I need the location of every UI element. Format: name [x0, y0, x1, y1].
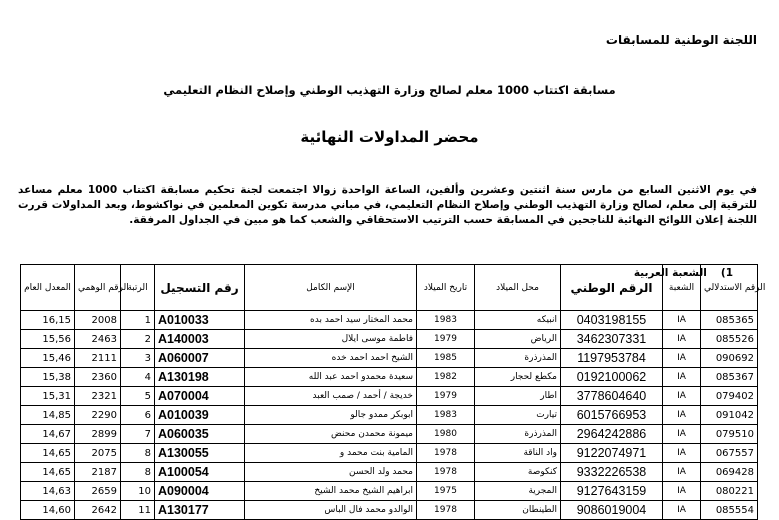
cell-matricule: 085554 [701, 501, 758, 520]
header-full-name: الإسم الكامل [245, 265, 417, 311]
cell-dob: 1975 [417, 482, 475, 501]
cell-dob: 1979 [417, 387, 475, 406]
cell-avg: 14,65 [21, 444, 75, 463]
cell-dob: 1985 [417, 349, 475, 368]
cell-reg: A130198 [155, 368, 245, 387]
cell-reg: A100054 [155, 463, 245, 482]
table-row [21, 330, 758, 349]
cell-virtual: 2321 [75, 387, 121, 406]
cell-pob: المجرية [475, 482, 561, 501]
committee-name: اللجنة الوطنية للمسابقات [605, 33, 757, 47]
cell-matricule: 079510 [701, 425, 758, 444]
cell-pob: كنكوصة [475, 463, 561, 482]
cell-virtual: 2187 [75, 463, 121, 482]
cell-rank: 3 [121, 349, 155, 368]
cell-dob: 1983 [417, 311, 475, 330]
cell-name: الوالدو محمد فال الباس [245, 501, 417, 520]
cell-rank: 8 [121, 463, 155, 482]
table-row [21, 482, 758, 501]
cell-avg: 14,63 [21, 482, 75, 501]
cell-dob: 1979 [417, 330, 475, 349]
document-title: محضر المداولات النهائية [300, 128, 479, 146]
cell-reg: A010033 [155, 311, 245, 330]
cell-pob: المذرذرة [475, 425, 561, 444]
cell-nni: 6015766953 [561, 406, 663, 425]
cell-rank: 10 [121, 482, 155, 501]
cell-nni: 0192100062 [561, 368, 663, 387]
cell-nni: 9086019004 [561, 501, 663, 520]
table-row [21, 387, 758, 406]
cell-avg: 14,65 [21, 463, 75, 482]
header-avg: المعدل العام [21, 265, 75, 311]
results-table [20, 264, 766, 520]
cell-rank: 6 [121, 406, 155, 425]
cell-virtual: 2008 [75, 311, 121, 330]
cell-virtual: 2659 [75, 482, 121, 501]
cell-avg: 15,56 [21, 330, 75, 349]
table-row [21, 406, 758, 425]
cell-reg: A130055 [155, 444, 245, 463]
cell-name: ابوبكر ممدو جالو [245, 406, 417, 425]
cell-name: خديجة / أحمد / صمب العبد [245, 387, 417, 406]
cell-reg: A090004 [155, 482, 245, 501]
cell-matricule: 079402 [701, 387, 758, 406]
cell-name: محمد المختار سيد احمد بده [245, 311, 417, 330]
cell-dob: 1982 [417, 368, 475, 387]
cell-rank: 5 [121, 387, 155, 406]
cell-pob: واد الناقة [475, 444, 561, 463]
cell-matricule: 091042 [701, 406, 758, 425]
cell-rank: 1 [121, 311, 155, 330]
cell-virtual: 2463 [75, 330, 121, 349]
cell-virtual: 2290 [75, 406, 121, 425]
competition-subtitle: مسابقة اكتتاب 1000 معلم لصالح وزارة التهذيب الوطني وإصلاح النظام التعليمي [163, 83, 616, 97]
cell-name: سعيدة محمدو احمد عبد الله [245, 368, 417, 387]
cell-reg: A010039 [155, 406, 245, 425]
cell-avg: 15,38 [21, 368, 75, 387]
table-row [21, 311, 758, 330]
cell-dob: 1978 [417, 501, 475, 520]
cell-dob: 1980 [417, 425, 475, 444]
cell-nni: 9127643159 [561, 482, 663, 501]
cell-pob: الطينطان [475, 501, 561, 520]
cell-pob: مكطع لحجار [475, 368, 561, 387]
cell-virtual: 2360 [75, 368, 121, 387]
cell-avg: 14,67 [21, 425, 75, 444]
cell-dob: 1983 [417, 406, 475, 425]
cell-avg: 15,46 [21, 349, 75, 368]
cell-avg: 14,60 [21, 501, 75, 520]
cell-nni: 3462307331 [561, 330, 663, 349]
cell-branch: IA [663, 406, 701, 425]
section-heading [634, 267, 733, 279]
cell-matricule: 067557 [701, 444, 758, 463]
cell-pob: الرياض [475, 330, 561, 349]
cell-pob: المذرذرة [475, 349, 561, 368]
cell-rank: 8 [121, 444, 155, 463]
cell-name: المامية بنت محمد و [245, 444, 417, 463]
cell-branch: IA [663, 349, 701, 368]
cell-avg: 15,31 [21, 387, 75, 406]
cell-reg: A140003 [155, 330, 245, 349]
table-row [21, 368, 758, 387]
table-row [21, 463, 758, 482]
cell-matricule: 090692 [701, 349, 758, 368]
cell-nni: 0403198155 [561, 311, 663, 330]
cell-matricule: 080221 [701, 482, 758, 501]
table-row [21, 444, 758, 463]
cell-name: الشيخ احمد احمد خده [245, 349, 417, 368]
cell-virtual: 2642 [75, 501, 121, 520]
cell-nni: 3778604640 [561, 387, 663, 406]
header-virtual-number: الرقم الوهمي [75, 265, 121, 311]
cell-virtual: 2899 [75, 425, 121, 444]
cell-branch: IA [663, 387, 701, 406]
cell-pob: تيارت [475, 406, 561, 425]
cell-reg: A070004 [155, 387, 245, 406]
cell-nni: 1197953784 [561, 349, 663, 368]
cell-name: فاطمة موسى ايلال [245, 330, 417, 349]
cell-branch: IA [663, 368, 701, 387]
cell-name: ابراهيم الشيخ محمد الشيخ [245, 482, 417, 501]
cell-dob: 1978 [417, 444, 475, 463]
cell-rank: 11 [121, 501, 155, 520]
cell-branch: IA [663, 501, 701, 520]
cell-dob: 1978 [417, 463, 475, 482]
header-registration: رقم التسجيل [155, 265, 245, 311]
header-birth-place: محل الميلاد [475, 265, 561, 311]
cell-matricule: 085367 [701, 368, 758, 387]
section-label: الشعبة العربية [633, 267, 707, 279]
cell-pob: انبيكه [475, 311, 561, 330]
header-branch: الشعبة [663, 265, 701, 311]
cell-rank: 7 [121, 425, 155, 444]
cell-branch: IA [663, 444, 701, 463]
cell-reg: A060035 [155, 425, 245, 444]
cell-branch: IA [663, 482, 701, 501]
cell-name: ميمونة محمدن محنض [245, 425, 417, 444]
cell-virtual: 2111 [75, 349, 121, 368]
cell-matricule: 085365 [701, 311, 758, 330]
cell-branch: IA [663, 311, 701, 330]
cell-name: محمد ولد الحسن [245, 463, 417, 482]
intro-paragraph: في يوم الاثنين السابع من مارس سنة اثنتين وعشرين وألفين، الساعة الواحدة زوالا اجتمعت لجنة تحكيم مسابقة اكتتاب 1000 معلم مساعد للترقية إلى معلم، لصالح وزارة التهذيب الوطني وإصلاح النظام التعليمي، في مباني مدرسة تكوين المعلمين في نواكشوط، وبعد المداولات قررت اللجنة إعلان اللوائح النهائية للناجحين في المسابقة حسب الترتيب الاستحقاقي والشعب كما هو مبين في الجداول المرفقة. [18, 184, 758, 226]
cell-avg: 16,15 [21, 311, 75, 330]
header-matricule: الرقم الاستدلالي [701, 265, 758, 311]
header-birth-date: تاريخ الميلاد [417, 265, 475, 311]
cell-nni: 9332226538 [561, 463, 663, 482]
cell-reg: A130177 [155, 501, 245, 520]
cell-pob: اطار [475, 387, 561, 406]
cell-virtual: 2075 [75, 444, 121, 463]
table-row [21, 501, 758, 520]
table-row [21, 349, 758, 368]
cell-matricule: 069428 [701, 463, 758, 482]
cell-branch: IA [663, 463, 701, 482]
cell-reg: A060007 [155, 349, 245, 368]
header-national-id: الرقم الوطني [561, 265, 663, 311]
cell-matricule: 085526 [701, 330, 758, 349]
cell-nni: 9122074971 [561, 444, 663, 463]
cell-avg: 14,85 [21, 406, 75, 425]
section-number: 1) [720, 267, 733, 279]
cell-rank: 2 [121, 330, 155, 349]
cell-nni: 2964242886 [561, 425, 663, 444]
cell-branch: IA [663, 330, 701, 349]
header-rank: الرتبة [121, 265, 155, 311]
cell-rank: 4 [121, 368, 155, 387]
table-row [21, 425, 758, 444]
cell-branch: IA [663, 425, 701, 444]
